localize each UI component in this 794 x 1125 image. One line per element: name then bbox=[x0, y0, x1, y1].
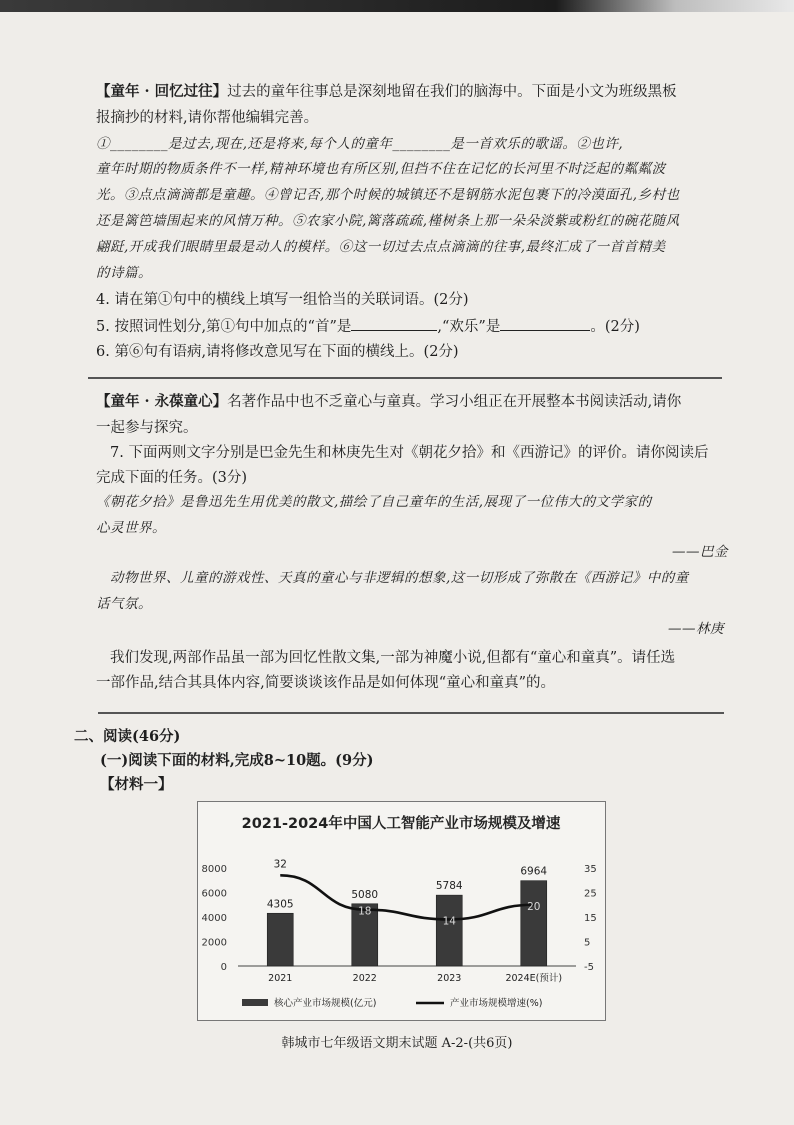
passage-line-3: 光。③点点滴滴都是童趣。④曾记否,那个时候的城镇还不是钢筋水泥包裹下的冷漠面孔,乡村也 bbox=[96, 187, 680, 203]
question-7-task-line1: 我们发现,两部作品虽一部为回忆性散文集,一部为神魔小说,但都有“童心和童真”。请任选 bbox=[110, 650, 676, 666]
bar-value-label: 5784 bbox=[435, 880, 463, 893]
section2-intro-text: 名著作品中也不乏童心与童真。学习小组正在开展整本书阅读活动,请你 bbox=[227, 394, 682, 410]
question-5-part-c: 。(2分) bbox=[590, 319, 640, 335]
section1-intro-line2: 报摘抄的材料,请你帮他编辑完善。 bbox=[96, 110, 319, 126]
bar-value-label: 6964 bbox=[520, 865, 548, 878]
left-axis-tick-label: 4000 bbox=[201, 913, 227, 924]
x-axis-tick-label: 2022 bbox=[352, 973, 377, 984]
question-6: 6. 第⑥句有语病,请将修改意见写在下面的横线上。(2分) bbox=[96, 344, 459, 360]
question-7-line1: 7. 下面两则文字分别是巴金先生和林庚先生对《朝花夕拾》和《西游记》的评价。请你阅读后 bbox=[110, 445, 709, 461]
right-axis-tick-label: 15 bbox=[584, 913, 597, 924]
bar-value-label: 5080 bbox=[351, 888, 379, 901]
legend-bar-label: 核心产业市场规模(亿元) bbox=[274, 998, 377, 1009]
question-7-task-line2: 一部作品,结合其具体内容,简要谈谈该作品是如何体现“童心和童真”的。 bbox=[96, 675, 556, 691]
reading-subheading: (一)阅读下面的材料,完成8~10题。(9分) bbox=[100, 752, 374, 769]
section2-tag: 【童年 · 永葆童心】 bbox=[96, 393, 228, 410]
answer-line-6[interactable] bbox=[88, 377, 722, 379]
bar bbox=[436, 895, 462, 966]
quote2-line2: 话气氛。 bbox=[96, 596, 152, 612]
answer-blank-5a[interactable] bbox=[351, 316, 437, 331]
quote1-author: ——巴金 bbox=[672, 544, 728, 560]
chart-title: 2021-2024年中国人工智能产业市场规模及增速 bbox=[241, 816, 561, 832]
passage-line-6: 的诗篇。 bbox=[96, 265, 152, 281]
legend-bar-swatch bbox=[242, 999, 268, 1006]
passage-line-2: 童年时期的物质条件不一样,精神环境也有所区别,但挡不住在记忆的长河里不时泛起的粼粼波 bbox=[96, 161, 666, 177]
question-7-line2: 完成下面的任务。(3分) bbox=[96, 470, 248, 486]
section1-tag: 【童年 · 回忆过往】 bbox=[96, 83, 228, 100]
section1-intro-text: 过去的童年往事总是深刻地留在我们的脑海中。下面是小文为班级黑板 bbox=[227, 84, 677, 100]
growth-rate-line bbox=[280, 875, 534, 919]
chart-container bbox=[197, 801, 606, 1021]
right-axis-tick-label: 25 bbox=[584, 888, 597, 900]
line-value-label: 20 bbox=[527, 900, 541, 913]
ai-market-chart bbox=[198, 802, 605, 1020]
left-axis-tick-label: 2000 bbox=[201, 937, 227, 949]
passage-line-1: ①________是过去,现在,还是将来,每个人的童年________是一首欢乐的歌谣。②也许, bbox=[96, 136, 624, 152]
quote1-line2: 心灵世界。 bbox=[96, 520, 166, 536]
line-value-label: 32 bbox=[273, 858, 287, 871]
line-value-label: 18 bbox=[358, 905, 372, 918]
material-one-label: 【材料一】 bbox=[100, 776, 173, 793]
question-4: 4. 请在第①句中的横线上填写一组恰当的关联词语。(2分) bbox=[96, 292, 469, 308]
answer-line-7[interactable] bbox=[98, 712, 724, 714]
left-axis-tick-label: 6000 bbox=[201, 888, 227, 900]
right-axis-tick-label: -5 bbox=[584, 962, 594, 973]
right-axis-tick-label: 5 bbox=[584, 937, 591, 949]
quote2-line1: 动物世界、儿童的游戏性、天真的童心与非逻辑的想象,这一切形成了弥散在《西游记》中的童 bbox=[110, 570, 689, 586]
left-axis-tick-label: 0 bbox=[220, 962, 227, 973]
top-shadow-band bbox=[0, 0, 794, 12]
left-axis-tick-label: 8000 bbox=[201, 864, 227, 875]
section1-intro-line1 bbox=[96, 82, 677, 102]
passage-line-5: 翩跹,开成我们眼睛里最是动人的模样。⑥这一切过去点点滴滴的往事,最终汇成了一首首精美 bbox=[96, 239, 666, 255]
question-5 bbox=[96, 316, 640, 337]
bar-value-label: 4305 bbox=[266, 898, 294, 911]
reading-heading: 二、阅读(46分) bbox=[74, 728, 181, 745]
legend-line-label: 产业市场规模增速(%) bbox=[450, 998, 543, 1009]
x-axis-tick-label: 2023 bbox=[437, 973, 462, 984]
question-5-part-a: 5. 按照词性划分,第①句中加点的“首”是 bbox=[96, 319, 352, 335]
question-5-part-b: ,“欢乐”是 bbox=[437, 319, 501, 335]
quote1-line1: 《朝花夕拾》是鲁迅先生用优美的散文,描绘了自己童年的生活,展现了一位伟大的文学家的 bbox=[96, 494, 652, 510]
passage-line-4: 还是篱笆墙围起来的风情万种。⑤农家小院,篱落疏疏,槿树条上那一朵朵淡紫或粉红的碗花随风 bbox=[96, 213, 680, 229]
x-axis-tick-label: 2021 bbox=[268, 973, 293, 984]
quote2-author: ——林庚 bbox=[668, 621, 724, 637]
page-footer: 韩城市七年级语文期末试题 A-2-(共6页) bbox=[281, 1036, 513, 1051]
section2-intro-line2: 一起参与探究。 bbox=[96, 420, 198, 436]
answer-blank-5b[interactable] bbox=[500, 316, 590, 331]
section2-intro-line1 bbox=[96, 392, 681, 412]
bar bbox=[521, 881, 547, 966]
right-axis-tick-label: 35 bbox=[584, 864, 597, 875]
x-axis-tick-label: 2024E(预计) bbox=[505, 973, 563, 984]
bar bbox=[267, 913, 293, 966]
line-value-label: 14 bbox=[442, 915, 456, 928]
